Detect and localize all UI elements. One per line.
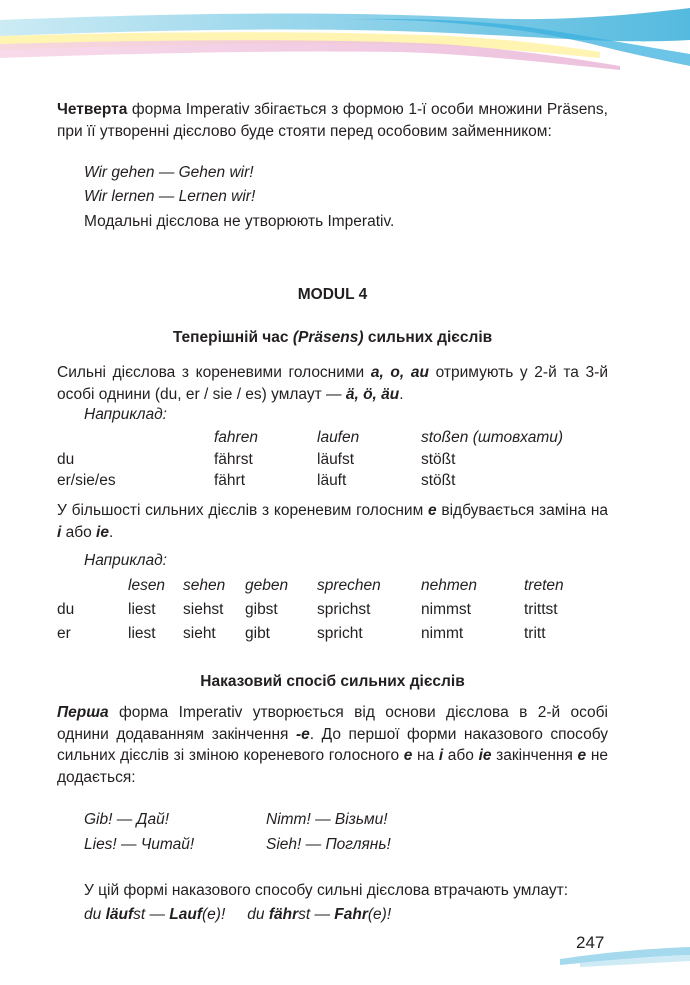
table2-header: nehmen [421,577,478,594]
vc-text-b: відбувається заміна на [436,502,608,519]
ff-ending: -e [296,725,310,743]
table1-cell: fährt [214,472,246,489]
imperative-example: Gib! — Дай! [84,811,170,828]
ff-ie: ie [478,747,492,764]
fb5: (e)! [367,906,392,923]
fa3: st — [133,906,170,923]
table2-pronoun: er [57,625,71,642]
fb3: st — [298,906,335,923]
rule-end: . [399,385,404,403]
first-form-paragraph [57,702,608,788]
modal-verbs-note: Модальні дієслова не утворюють Imperativ. [84,213,395,230]
rule-vowels: a, o, au [370,364,429,381]
vc-text-c: або [61,523,97,541]
fb4: Fahr [334,906,368,923]
vc-text-a: У більшості сильних дієслів з кореневим голосним [57,502,428,519]
vc-e: e [428,502,437,519]
table2-cell: tritt [524,625,546,642]
table2-cell: sieht [183,625,216,642]
table2-header: geben [245,577,289,594]
imperative-example: Nimm! — Візьми! [266,811,388,828]
vowel-change-paragraph [57,500,608,543]
umlaut-rule-paragraph [57,362,608,405]
heading-part-a: Теперішній час [172,329,293,346]
table2-cell: trittst [524,601,558,618]
ff-text-c: на [412,747,439,764]
first-label: Перша [57,704,109,721]
example-label-2: Наприклад: [84,552,167,569]
header-decoration [0,0,690,80]
ff-text-b: . До першої форми наказового способу сильних дієслів зі зміною кореневого голосного [57,725,608,764]
rule-text-b: отримують у 2-й та 3-й особі однини (du, er / sie / es) умлаут — [57,364,609,403]
table1-cell: stößt [421,472,456,489]
present-tense-heading [57,329,608,347]
table1-cell: stößt [421,451,456,468]
table1-header: fahren [214,429,258,446]
fa5: (e)! [202,906,226,923]
table2-cell: liest [128,625,156,642]
table1-pronoun: er/sie/es [57,472,116,489]
footer-decoration [530,925,690,970]
ff-text-d: або [443,747,479,764]
ff-e2: e [577,747,587,764]
table2-cell: spricht [317,625,363,642]
umlaut-loss-examples [84,906,391,924]
vc-i: i [57,523,62,541]
ff-end: не додається: [57,747,609,786]
rule-umlauts: ä, ö, äu [345,385,400,403]
table2-pronoun: du [57,601,75,618]
ff-text-f: закінчення [491,747,578,764]
heading-part-b: (Präsens) [292,329,364,346]
table1-pronoun: du [57,451,75,468]
modul-title: MODUL 4 [297,286,368,303]
imperative-heading: Наказовий спосіб сильних дієслів [200,673,465,690]
table1-header: stoßen (штовхати) [421,429,564,446]
table2-cell: gibst [245,601,278,618]
ff-e: e [403,747,413,764]
fb1: du [247,906,269,923]
ff-i: i [438,747,444,764]
page-number: 247 [576,933,605,952]
umlaut-loss-note: У цій формі наказового способу сильні дієслова втрачають умлаут: [84,882,569,899]
table2-cell: nimmst [421,601,471,618]
table1-cell: läufst [317,451,355,468]
table2-header: sprechen [317,577,381,594]
fourth-label: Четверта [57,101,128,118]
ff-text-a: форма Imperativ утворюється від основи дієслова в 2-й особі однини додаванням закінчення [57,704,608,743]
rule-text-a: Сильні дієслова з кореневими голосними [57,364,371,381]
table2-cell: liest [128,601,156,618]
table2-header: lesen [128,577,166,594]
imperative-example: Sieh! — Поглянь! [266,836,391,853]
table2-cell: sprichst [317,601,371,618]
fb2: fähr [268,906,299,923]
table1-header: laufen [317,429,360,446]
vc-end: . [108,523,114,541]
fa1: du [84,906,106,923]
fourth-text: форма Imperativ збігається з формою 1-ї особи множини Präsens, при її утворенні дієслово буде стояти перед особовим займенником: [57,101,608,140]
imperativ-fourth-form-paragraph [57,99,608,142]
table2-header: sehen [183,577,226,594]
table2-header: treten [524,577,564,594]
example-label-1: Наприклад: [84,406,167,423]
table1-cell: fährst [214,451,253,468]
example-lernen: Wir lernen — Lernen wir! [84,188,256,205]
fa4: Lauf [169,906,203,923]
table1-cell: läuft [317,472,347,489]
vc-ie: ie [96,523,109,541]
table2-cell: nimmt [421,625,464,642]
table2-cell: siehst [183,601,224,618]
fa2: läuf [105,906,134,923]
heading-part-c: сильних дієслів [363,329,493,346]
imperative-example: Lies! — Читай! [84,836,195,853]
table2-cell: gibt [245,625,270,642]
example-gehen: Wir gehen — Gehen wir! [84,164,254,181]
